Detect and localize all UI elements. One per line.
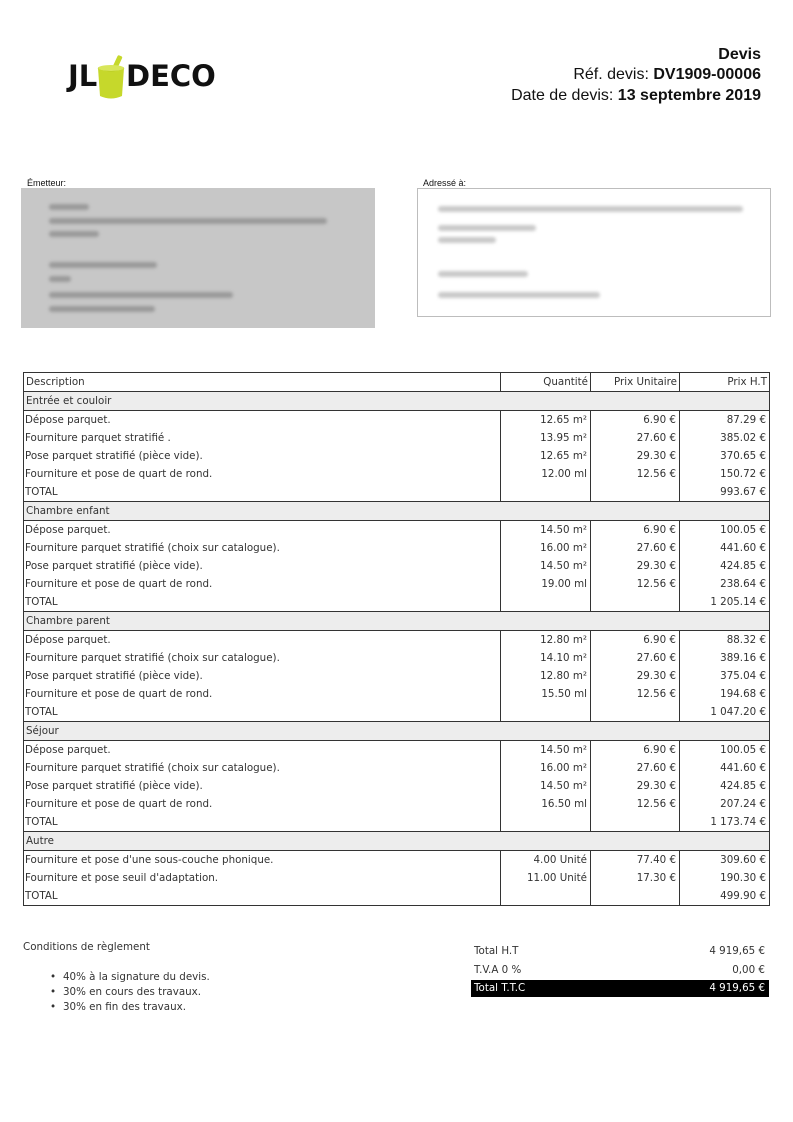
section-total-row [24, 813, 770, 832]
item-unit-price: 17.30 € [591, 869, 680, 887]
item-total: 100.05 € [680, 521, 770, 540]
table-row [24, 539, 770, 557]
item-unit-price: 12.56 € [591, 465, 680, 483]
item-total: 370.65 € [680, 447, 770, 465]
table-row [24, 411, 770, 430]
item-description: Dépose parquet. [24, 631, 501, 650]
section-header-row [24, 502, 770, 521]
table-row [24, 759, 770, 777]
date-label: Date de devis: [511, 86, 618, 104]
header-description: Description [24, 373, 501, 392]
section-total-value: 1 173.74 € [680, 813, 770, 832]
empty-cell [591, 887, 680, 906]
item-unit-price: 29.30 € [591, 557, 680, 575]
item-total: 309.60 € [680, 851, 770, 870]
empty-cell [591, 703, 680, 722]
item-unit-price: 27.60 € [591, 429, 680, 447]
section-total-label: TOTAL [24, 887, 501, 906]
item-total: 424.85 € [680, 777, 770, 795]
recipient-label: Adressé à: [423, 178, 467, 188]
table-row [24, 795, 770, 813]
item-quantity: 14.50 m² [501, 521, 591, 540]
item-total: 207.24 € [680, 795, 770, 813]
item-unit-price: 6.90 € [591, 741, 680, 760]
item-quantity: 12.65 m² [501, 411, 591, 430]
item-unit-price: 12.56 € [591, 575, 680, 593]
item-total: 441.60 € [680, 759, 770, 777]
sender-label: Émetteur: [27, 178, 67, 188]
condition-item: • 30% en cours des travaux. [48, 985, 210, 1000]
condition-item: • 40% à la signature du devis. [48, 970, 210, 985]
item-total: 194.68 € [680, 685, 770, 703]
payment-conditions-list [48, 970, 210, 1015]
quote-date [511, 86, 761, 107]
section-total-label: TOTAL [24, 483, 501, 502]
total-ttc-row [471, 980, 769, 997]
section-total-row [24, 887, 770, 906]
section-total-row [24, 703, 770, 722]
item-total: 150.72 € [680, 465, 770, 483]
empty-cell [591, 483, 680, 502]
item-description: Pose parquet stratifié (pièce vide). [24, 667, 501, 685]
section-header-row [24, 832, 770, 851]
tva-value: 0,00 € [732, 964, 765, 976]
item-quantity: 13.95 m² [501, 429, 591, 447]
item-description: Dépose parquet. [24, 411, 501, 430]
table-row [24, 575, 770, 593]
item-unit-price: 12.56 € [591, 685, 680, 703]
total-ttc-value: 4 919,65 € [709, 982, 765, 994]
table-row [24, 667, 770, 685]
item-description: Dépose parquet. [24, 741, 501, 760]
section-total-row [24, 483, 770, 502]
table-row [24, 521, 770, 540]
item-description: Dépose parquet. [24, 521, 501, 540]
item-unit-price: 29.30 € [591, 777, 680, 795]
quote-reference [511, 65, 761, 86]
table-header-row [24, 373, 770, 392]
item-quantity: 19.00 ml [501, 575, 591, 593]
section-title: Autre [24, 832, 770, 851]
item-unit-price: 6.90 € [591, 631, 680, 650]
section-total-label: TOTAL [24, 703, 501, 722]
table-row [24, 869, 770, 887]
header-total-ht: Prix H.T [680, 373, 770, 392]
item-quantity: 16.50 ml [501, 795, 591, 813]
item-quantity: 16.00 m² [501, 539, 591, 557]
item-total: 441.60 € [680, 539, 770, 557]
item-quantity: 11.00 Unité [501, 869, 591, 887]
section-total-row [24, 593, 770, 612]
item-quantity: 14.10 m² [501, 649, 591, 667]
section-total-label: TOTAL [24, 813, 501, 832]
item-description: Fourniture parquet stratifié . [24, 429, 501, 447]
item-description: Pose parquet stratifié (pièce vide). [24, 777, 501, 795]
item-total: 389.16 € [680, 649, 770, 667]
logo-text-deco: DECO [126, 59, 216, 93]
table-row [24, 685, 770, 703]
totals-block [471, 942, 769, 997]
item-unit-price: 27.60 € [591, 539, 680, 557]
item-total: 190.30 € [680, 869, 770, 887]
item-description: Fourniture parquet stratifié (choix sur catalogue). [24, 649, 501, 667]
item-description: Fourniture parquet stratifié (choix sur catalogue). [24, 539, 501, 557]
item-total: 375.04 € [680, 667, 770, 685]
payment-conditions-title: Conditions de règlement [23, 941, 150, 953]
table-row [24, 447, 770, 465]
paint-bucket-icon [94, 54, 128, 100]
item-unit-price: 27.60 € [591, 759, 680, 777]
item-total: 88.32 € [680, 631, 770, 650]
company-logo [68, 52, 216, 102]
table-body [24, 392, 770, 906]
item-unit-price: 12.56 € [591, 795, 680, 813]
item-description: Pose parquet stratifié (pièce vide). [24, 557, 501, 575]
total-ht-value: 4 919,65 € [709, 945, 765, 957]
header-quantity: Quantité [501, 373, 591, 392]
total-ht-row [471, 942, 769, 961]
item-quantity: 15.50 ml [501, 685, 591, 703]
item-total: 100.05 € [680, 741, 770, 760]
item-description: Fourniture et pose d'une sous-couche phonique. [24, 851, 501, 870]
section-title: Chambre enfant [24, 502, 770, 521]
section-title: Entrée et couloir [24, 392, 770, 411]
section-total-label: TOTAL [24, 593, 501, 612]
section-header-row [24, 392, 770, 411]
ref-value: DV1909-00006 [653, 66, 761, 83]
item-description: Fourniture parquet stratifié (choix sur catalogue). [24, 759, 501, 777]
table-row [24, 631, 770, 650]
quote-items-table [23, 372, 770, 906]
document-title: Devis [718, 46, 761, 63]
empty-cell [591, 813, 680, 832]
empty-cell [501, 887, 591, 906]
item-quantity: 16.00 m² [501, 759, 591, 777]
section-total-value: 1 047.20 € [680, 703, 770, 722]
section-total-value: 993.67 € [680, 483, 770, 502]
tva-label: T.V.A 0 % [474, 964, 522, 976]
total-ttc-label: Total T.T.C [474, 982, 526, 994]
table-row [24, 741, 770, 760]
header-unit-price: Prix Unitaire [591, 373, 680, 392]
item-unit-price: 6.90 € [591, 411, 680, 430]
item-unit-price: 29.30 € [591, 667, 680, 685]
table-row [24, 429, 770, 447]
table-row [24, 465, 770, 483]
item-quantity: 12.80 m² [501, 667, 591, 685]
item-unit-price: 77.40 € [591, 851, 680, 870]
section-title: Chambre parent [24, 612, 770, 631]
empty-cell [501, 813, 591, 832]
item-quantity: 12.00 ml [501, 465, 591, 483]
item-quantity: 12.80 m² [501, 631, 591, 650]
item-unit-price: 29.30 € [591, 447, 680, 465]
item-description: Fourniture et pose de quart de rond. [24, 465, 501, 483]
quote-header [511, 44, 761, 106]
section-header-row [24, 612, 770, 631]
item-quantity: 4.00 Unité [501, 851, 591, 870]
item-description: Fourniture et pose de quart de rond. [24, 795, 501, 813]
item-unit-price: 27.60 € [591, 649, 680, 667]
item-quantity: 14.50 m² [501, 777, 591, 795]
item-quantity: 12.65 m² [501, 447, 591, 465]
empty-cell [501, 593, 591, 612]
tva-row [471, 961, 769, 980]
section-total-value: 499.90 € [680, 887, 770, 906]
empty-cell [501, 703, 591, 722]
section-title: Séjour [24, 722, 770, 741]
item-total: 238.64 € [680, 575, 770, 593]
ref-label: Réf. devis: [573, 66, 654, 83]
item-total: 424.85 € [680, 557, 770, 575]
empty-cell [501, 483, 591, 502]
item-quantity: 14.50 m² [501, 557, 591, 575]
item-description: Fourniture et pose de quart de rond. [24, 685, 501, 703]
sender-address-block [21, 188, 375, 328]
item-total: 87.29 € [680, 411, 770, 430]
table-row [24, 851, 770, 870]
item-total: 385.02 € [680, 429, 770, 447]
logo-text-jl: JL [68, 59, 98, 93]
section-header-row [24, 722, 770, 741]
item-description: Pose parquet stratifié (pièce vide). [24, 447, 501, 465]
empty-cell [591, 593, 680, 612]
total-ht-label: Total H.T [474, 945, 519, 957]
table-row [24, 649, 770, 667]
table-row [24, 777, 770, 795]
item-quantity: 14.50 m² [501, 741, 591, 760]
item-description: Fourniture et pose seuil d'adaptation. [24, 869, 501, 887]
condition-item: • 30% en fin des travaux. [48, 1000, 210, 1015]
table-row [24, 557, 770, 575]
item-unit-price: 6.90 € [591, 521, 680, 540]
date-value: 13 septembre 2019 [617, 86, 761, 104]
item-description: Fourniture et pose de quart de rond. [24, 575, 501, 593]
section-total-value: 1 205.14 € [680, 593, 770, 612]
recipient-address-block [417, 188, 771, 317]
